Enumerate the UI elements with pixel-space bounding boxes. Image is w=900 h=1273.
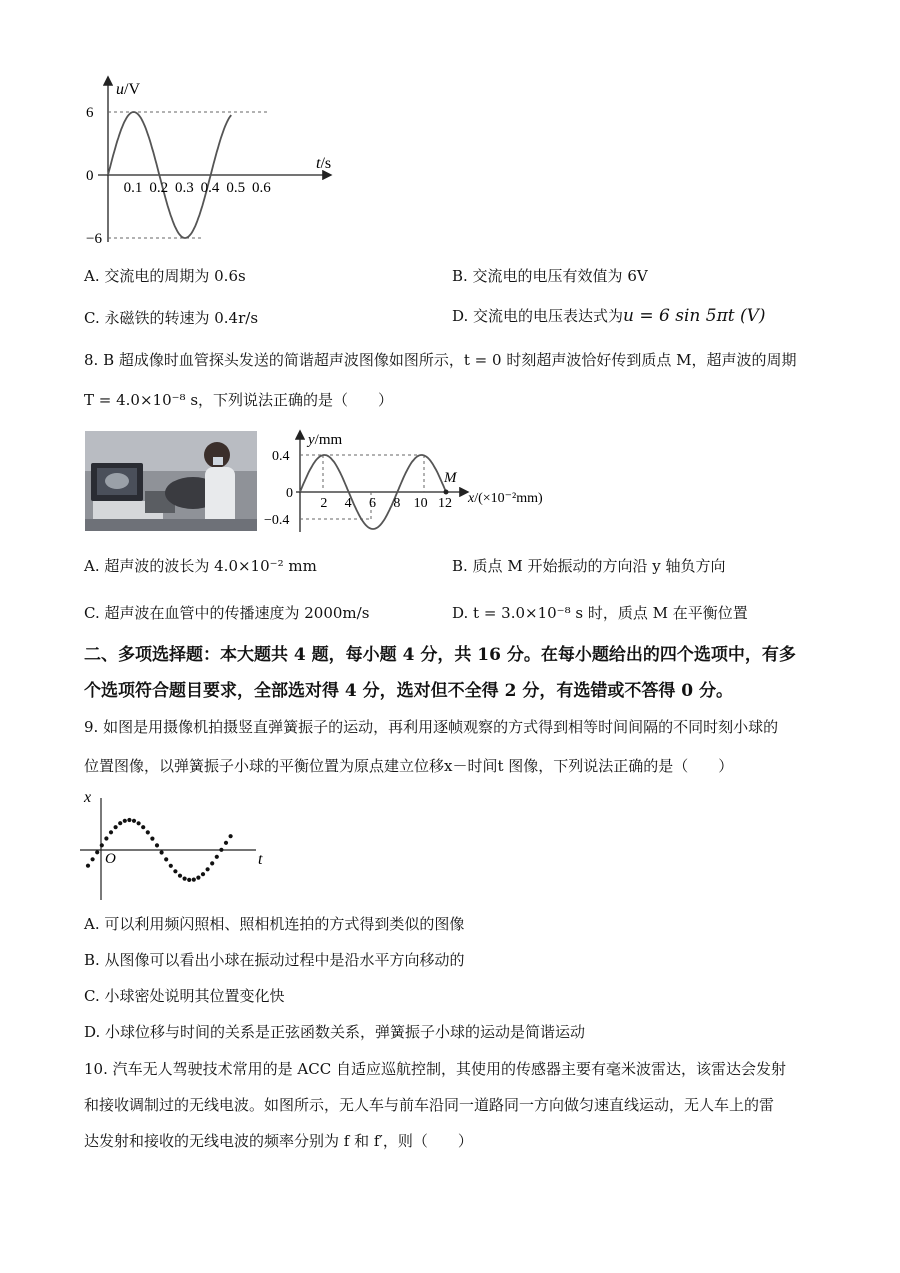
q9-dot [109, 830, 113, 834]
q9-dot-graph [74, 782, 284, 902]
q9-option-d[interactable]: D. 小球位移与时间的关系是正弦函数关系，弹簧振子小球的运动是简谐运动 [84, 1023, 586, 1041]
q9-dot [137, 821, 141, 825]
section2-heading-line2: 个选项符合题目要求，全部选对得 4 分，选对但不全得 2 分，有选错或不答得 0 分。 [84, 681, 733, 701]
q9-x-label: x [84, 789, 92, 806]
q8-stem-line1: 8. B 超成像时血管探头发送的简谐超声波图像如图所示，t = 0 时刻超声波恰好传到质点 M，超声波的周期 [84, 351, 797, 369]
q7-option-d-formula: u = 6 sin 5πt (V) [623, 306, 766, 326]
q9-option-a[interactable]: A. 可以利用频闪照相、照相机连拍的方式得到类似的图像 [84, 915, 465, 933]
q10-stem-line1: 10. 汽车无人驾驶技术常用的是 ACC 自适应巡航控制，其使用的传感器主要有毫米波雷达，该雷达会发射 [84, 1060, 786, 1078]
q9-dot [215, 855, 219, 859]
q8-option-a[interactable]: A. 超声波的波长为 4.0×10⁻² mm [84, 557, 317, 575]
q9-dot [155, 843, 159, 847]
q8-x-tick-labels [320, 496, 452, 511]
q8-y-tick-labels [264, 449, 293, 528]
q9-dot [95, 850, 99, 854]
q9-dot [86, 864, 90, 868]
q9-option-b[interactable]: B. 从图像可以看出小球在振动过程中是沿水平方向移动的 [84, 951, 465, 969]
q9-dot [141, 825, 145, 829]
q9-dot [114, 825, 118, 829]
section2-heading-line1: 二、多项选择题：本大题共 4 题，每小题 4 分，共 16 分。在每小题给出的四个选项中，有多 [84, 645, 796, 665]
q7-option-d-prefix: D. 交流电的电压表达式为 [452, 307, 624, 325]
q8-y-tick-2: −0.4 [264, 513, 290, 528]
q8-option-d[interactable]: D. t = 3.0×10⁻⁸ s 时，质点 M 在平衡位置 [452, 604, 748, 622]
q9-option-c[interactable]: C. 小球密处说明其位置变化快 [84, 987, 285, 1005]
q9-dot [123, 819, 127, 823]
q8-option-c[interactable]: C. 超声波在血管中的传播速度为 2000m/s [84, 604, 370, 622]
q9-dot [127, 818, 131, 822]
q9-dot [91, 857, 95, 861]
q9-dot [210, 861, 214, 865]
q7-y-tick-0: 6 [86, 105, 94, 121]
q8-stem-line2: T = 4.0×10⁻⁸ s，下列说法正确的是（ ） [84, 391, 394, 409]
q10-stem-line2: 和接收调制过的无线电波。如图所示，无人车与前车沿同一道路同一方向做匀速直线运动，无人车上的雷 [84, 1096, 775, 1114]
q8-option-b[interactable]: B. 质点 M 开始振动的方向沿 y 轴负方向 [452, 557, 726, 575]
q8-wave-graph [262, 428, 562, 536]
q8-x-tick-6: 6 [369, 496, 376, 511]
q9-dot [104, 836, 108, 840]
q7-voltage-graph [78, 72, 348, 252]
q8-ultrasound-photo [85, 431, 257, 531]
q7-x-tick-0.4: 0.4 [200, 180, 220, 196]
q7-x-tick-0.3: 0.3 [175, 180, 194, 196]
q7-x-tick-0.6: 0.6 [252, 180, 271, 196]
q9-dot [192, 878, 196, 882]
q9-dot [196, 876, 200, 880]
q7-y-tick-1: 0 [86, 168, 94, 184]
q9-dot [169, 864, 173, 868]
q7-x-tick-labels [124, 180, 272, 196]
q9-dot [206, 867, 210, 871]
q7-option-b[interactable]: B. 交流电的电压有效值为 6V [452, 267, 648, 285]
q8-x-label: x/(×10⁻²mm) [468, 491, 543, 506]
q7-x-tick-0.1: 0.1 [123, 180, 143, 196]
q8-x-tick-2: 2 [320, 496, 328, 511]
q8-x-tick-8: 8 [393, 496, 401, 511]
q9-origin-label: O [105, 851, 116, 867]
q7-x-tick-0.5: 0.5 [226, 180, 246, 196]
q7-x-label: t/s [316, 155, 332, 172]
q9-dot [146, 830, 150, 834]
q9-dot [150, 837, 154, 841]
q8-x-tick-12: 12 [438, 496, 452, 511]
q9-dot [164, 857, 168, 861]
q9-dot [118, 821, 122, 825]
q9-dot [173, 869, 177, 873]
q9-dot [160, 850, 164, 854]
q7-x-tick-0.2: 0.2 [149, 180, 169, 196]
q7-option-d[interactable] [452, 306, 766, 326]
q9-dot [187, 878, 191, 882]
q9-dot [178, 874, 182, 878]
q7-y-label: u/V [116, 81, 140, 98]
q7-y-tick-2: −6 [86, 231, 102, 247]
q9-dot [201, 872, 205, 876]
q9-dot [219, 848, 223, 852]
q8-y-tick-0: 0.4 [272, 449, 290, 464]
q8-y-tick-1: 0 [286, 486, 293, 501]
q9-dot [132, 819, 136, 823]
q8-y-label: y/mm [308, 432, 343, 448]
q9-dot [100, 843, 104, 847]
q9-t-label: t [258, 851, 263, 868]
q8-x-tick-4: 4 [344, 496, 352, 511]
q9-dot [229, 834, 233, 838]
q7-option-c[interactable]: C. 永磁铁的转速为 0.4r/s [84, 309, 259, 327]
q7-y-tick-labels [86, 105, 102, 247]
q8-point-m [444, 490, 449, 495]
q9-stem-line2: 位置图像，以弹簧振子小球的平衡位置为原点建立位移x－时间t 图像，下列说法正确的是（ ） [84, 757, 734, 775]
q9-stem-line1: 9. 如图是用摄像机拍摄竖直弹簧振子的运动，再利用逐帧观察的方式得到相等时间间隔的不同时刻小球的 [84, 718, 779, 736]
q8-x-tick-10: 10 [413, 496, 428, 511]
q7-option-a[interactable]: A. 交流电的周期为 0.6s [84, 267, 246, 285]
q10-stem-line3: 达发射和接收的无线电波的频率分别为 f 和 f′，则（ ） [84, 1132, 473, 1150]
q9-dot [183, 877, 187, 881]
q8-point-m-label: M [444, 470, 457, 486]
q9-dot [224, 841, 228, 845]
